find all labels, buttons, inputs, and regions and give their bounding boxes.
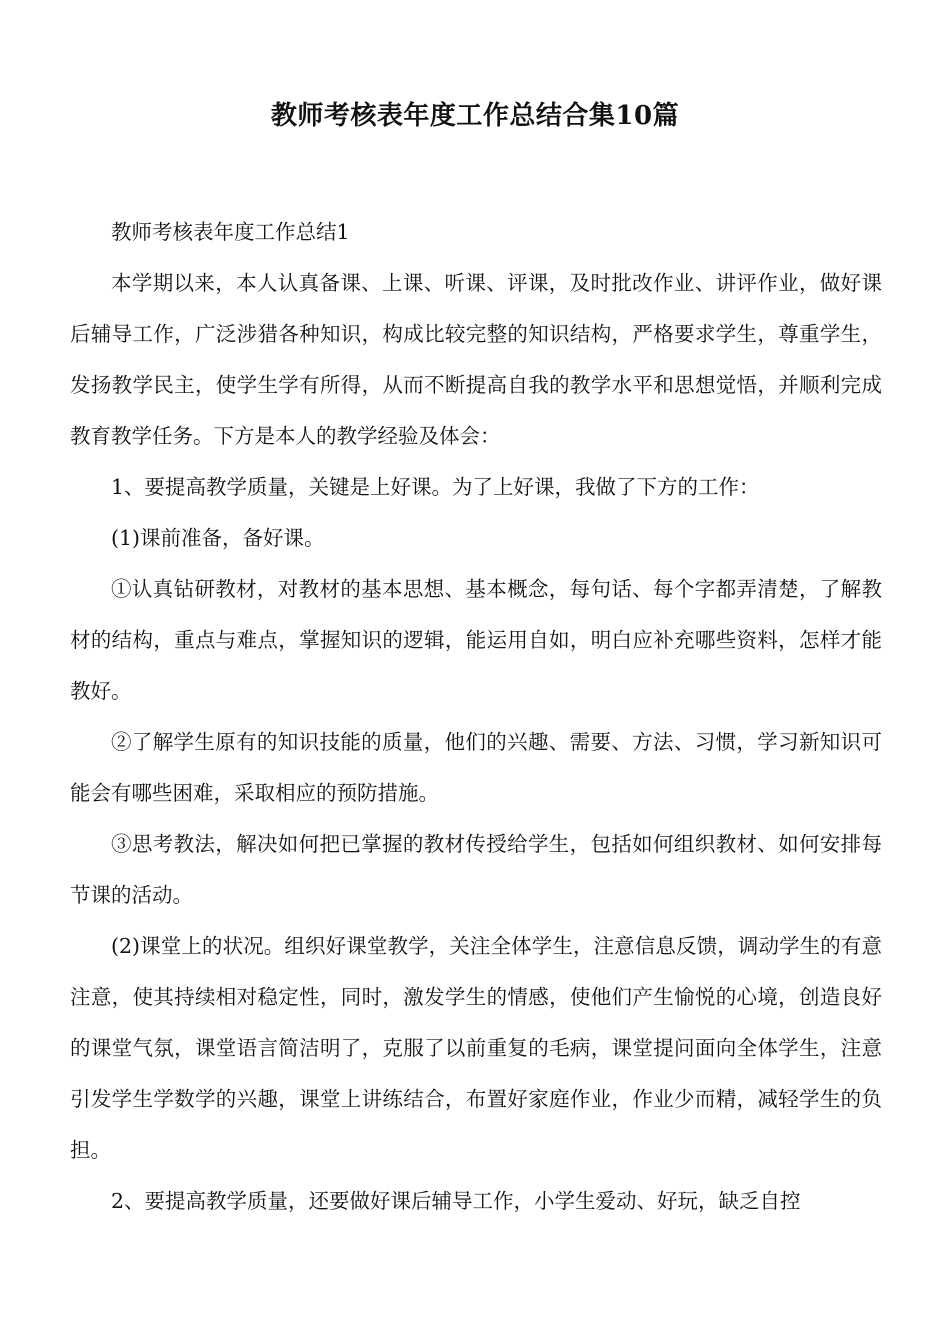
- paragraph-item-1: ①认真钻研教材，对教材的基本思想、基本概念，每句话、每个字都弄清楚，了解教材的结构，重点与难点，掌握知识的逻辑，能运用自如，明白应补充哪些资料，怎样才能教好。: [70, 577, 882, 703]
- paragraph-intro: 本学期以来，本人认真备课、上课、听课、评课，及时批改作业、讲评作业，做好课后辅导工作，广泛涉猎各种知识，构成比较完整的知识结构，严格要求学生，尊重学生，发扬教学民主，使学生学有所得，从而不断提高自我的教学水平和思想觉悟，并顺利完成教育教学任务。下方是本人的教学经验及体会：: [70, 271, 882, 448]
- paragraph-point-2: 2、要提高教学质量，还要做好课后辅导工作，小学生爱动、好玩，缺乏自控: [111, 1189, 801, 1213]
- paragraph-subpoint-1: (1)课前准备，备好课。: [111, 526, 325, 550]
- paragraph-subpoint-2: (2)课堂上的状况。组织好课堂教学，关注全体学生，注意信息反馈，调动学生的有意注意，使其持续相对稳定性，同时，激发学生的情感，使他们产生愉悦的心境，创造良好的课堂气氛，课堂语言简洁明了，克服了以前重复的毛病，课堂提问面向全体学生，注意引发学生学数学的兴趣，课堂上讲练结合，布置好家庭作业，作业少而精，减轻学生的负担。: [70, 934, 882, 1162]
- paragraph-point-1: 1、要提高教学质量，关键是上好课。为了上好课，我做了下方的工作：: [111, 475, 760, 499]
- document-title: 教师考核表年度工作总结合集10篇: [270, 101, 680, 131]
- paragraph-item-2: ②了解学生原有的知识技能的质量，他们的兴趣、需要、方法、习惯，学习新知识可能会有哪些困难，采取相应的预防措施。: [70, 730, 882, 805]
- paragraph-item-3: ③思考教法，解决如何把已掌握的教材传授给学生，包括如何组织教材、如何安排每节课的活动。: [70, 832, 882, 907]
- document-body: [70, 207, 882, 1227]
- section-heading: 教师考核表年度工作总结1: [111, 220, 350, 244]
